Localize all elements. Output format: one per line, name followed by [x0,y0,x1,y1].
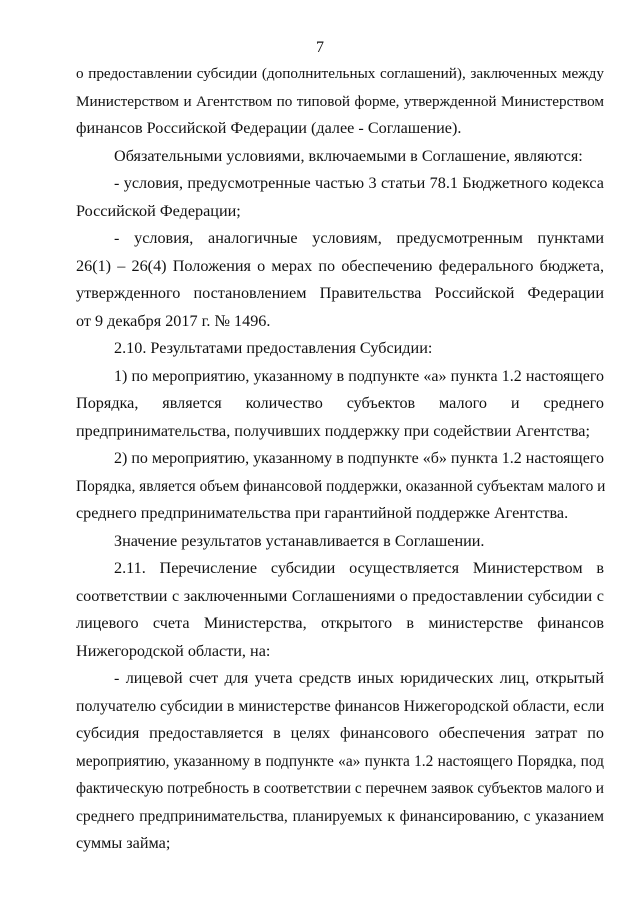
text-line: лицевого счета Министерства, открытого в министерстве финансов [76,614,604,632]
text-line: фактическую потребность в соответствии с перечнем заявок субъектов малого и [76,780,604,797]
text-line: Обязательными условиями, включаемыми в Соглашение, являются: [114,146,583,165]
text-line: Нижегородской области, на: [76,641,271,660]
text-line: 2) по мероприятию, указанному в подпункте «б» пункта 1.2 настоящего [114,450,604,467]
text-line: Порядка, является количество субъектов малого и среднего [76,394,604,412]
text-line: утвержденного постановлением Правительства Российской Федерации [76,284,604,302]
page-number: 7 [316,39,324,56]
text-line: 1) по мероприятию, указанному в подпункте «а» пункта 1.2 настоящего [114,367,604,385]
text-line: 2.10. Результатами предоставления Субсидии: [114,339,433,357]
text-line: - лицевой счет для учета средств иных юридических лиц, открытый [114,669,604,687]
text-line: Министерством и Агентством по типовой форме, утвержденной Министерством [76,92,604,110]
text-line: суммы займа; [76,834,171,852]
text-line: предпринимательства, получивших поддержку при содействии Агентства; [76,421,590,440]
text-line: среднего предпринимательства, планируемых к финансированию, с указанием [76,807,604,825]
text-line: - условия, аналогичные условиям, предусмотренным пунктами [114,229,604,247]
text-line: о предоставлении субсидии (дополнительных соглашений), заключенных между [76,65,604,82]
text-line: 26(1) – 26(4) Положения о мерах по обеспечению федерального бюджета, [76,256,604,275]
text-line: Значение результатов устанавливается в Соглашении. [114,531,485,550]
text-line: 2.11. Перечисление субсидии осуществляется Министерством в [114,559,604,577]
text-line: мероприятию, указанному в подпункте «а» пункта 1.2 настоящего Порядка, под [76,752,604,770]
text-line: соответствии с заключенными Соглашениями о предоставлении субсидии с [76,586,604,605]
text-line: получателю субсидии в министерстве финансов Нижегородской области, если [76,697,605,715]
text-line: субсидия предоставляется в целях финансового обеспечения затрат по [76,724,604,742]
text-line: - условия, предусмотренные частью 3 статьи 78.1 Бюджетного кодекса [114,174,604,192]
text-line: финансов Российской Федерации (далее - Соглашение). [76,119,462,137]
text-line: от 9 декабря 2017 г. № 1496. [76,311,271,330]
text-line: Порядка, является объем финансовой поддержки, оказанной субъектам малого и [76,477,606,495]
body-text [76,60,604,858]
text-line: среднего предпринимательства при гарантийной поддержке Агентства. [76,504,569,522]
text-line: Российской Федерации; [76,201,241,220]
